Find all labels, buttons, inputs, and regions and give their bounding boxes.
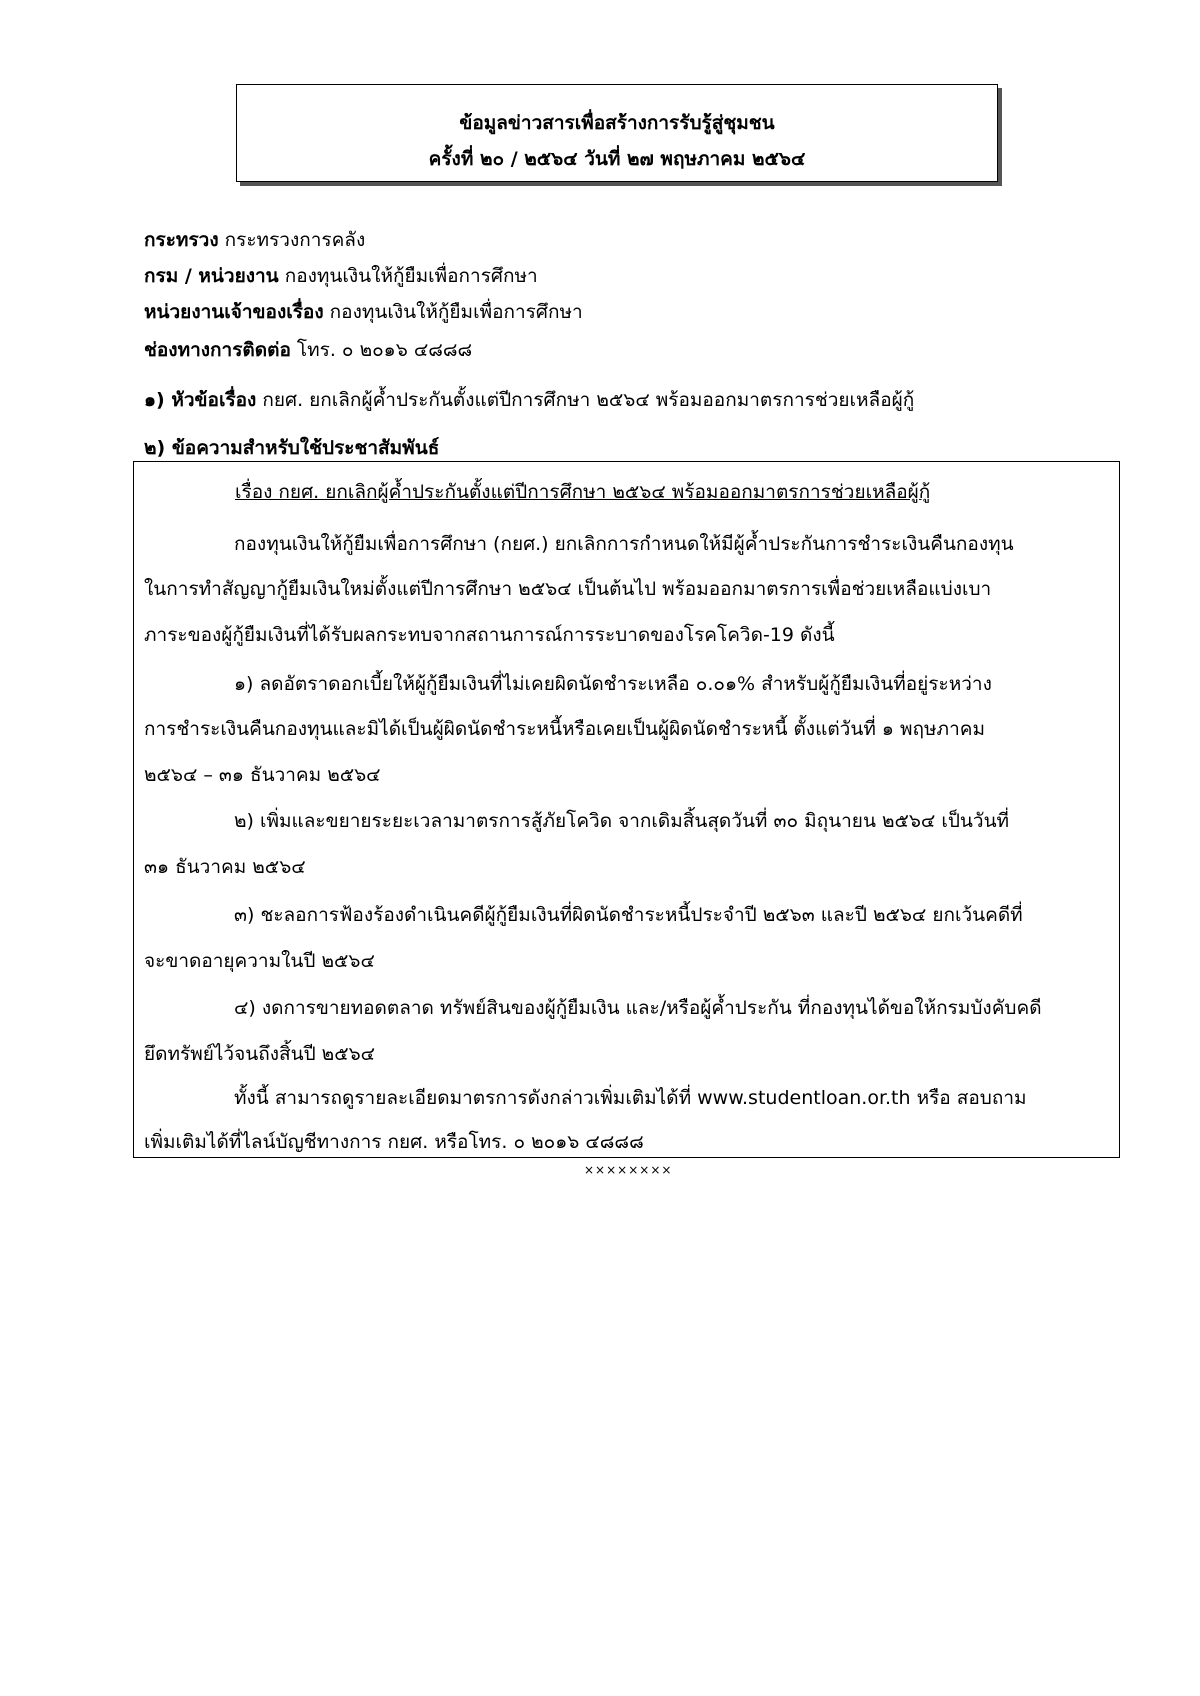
end-mark: ×××××××× bbox=[584, 1163, 673, 1177]
item3-line-1: ๓) ชะลอการฟ้องร้องดำเนินคดีผู้กู้ยืมเงินที่ผิดนัดชำระหนี้ประจำปี ๒๕๖๓ และปี ๒๕๖๔ ยกเว้นคดีที่ bbox=[234, 904, 1023, 926]
item2-line-1: ๒) เพิ่มและขยายระยะเวลามาตรการสู้ภัยโควิด จากเดิมสิ้นสุดวันที่ ๓๐ มิถุนายน ๒๕๖๔ เป็นวันที่ bbox=[234, 810, 1010, 832]
ministry-value: กระทรวงการคลัง bbox=[218, 229, 366, 251]
header-box bbox=[236, 84, 998, 182]
item1-line-2: การชำระเงินคืนกองทุนและมิได้เป็นผู้ผิดนัดชำระหนี้หรือเคยเป็นผู้ผิดนัดชำระหนี้ ตั้งแต่วันที่ ๑ พฤษภาคม bbox=[144, 718, 985, 740]
item4-line-2: ยึดทรัพย์ไว้จนถึงสิ้นปี ๒๕๖๔ bbox=[144, 1043, 376, 1065]
ministry-label: กระทรวง bbox=[144, 229, 219, 251]
owner-label: หน่วยงานเจ้าของเรื่อง bbox=[144, 301, 324, 323]
item1-line-1: ๑) ลดอัตราดอกเบี้ยให้ผู้กู้ยืมเงินที่ไม่เคยผิดนัดชำระเหลือ ๐.๐๑% สำหรับผู้กู้ยืมเงินที่อยู่ระหว่าง bbox=[234, 673, 992, 695]
message-section-title-text: ๒) ข้อความสำหรับใช้ประชาสัมพันธ์ bbox=[144, 437, 440, 459]
department-label: กรม / หน่วยงาน bbox=[144, 265, 279, 287]
topic-label: ๑) หัวข้อเรื่อง bbox=[144, 389, 257, 411]
message-section-title bbox=[144, 436, 439, 460]
ministry-line bbox=[144, 228, 365, 252]
department-value: กองทุนเงินให้กู้ยืมเพื่อการศึกษา bbox=[278, 265, 538, 287]
intro-line-1: กองทุนเงินให้กู้ยืมเพื่อการศึกษา (กยศ.) ยกเลิกการกำหนดให้มีผู้ค้ำประกันการชำระเงินคืนกองทุน bbox=[234, 533, 1014, 555]
header-issue-date: ครั้งที่ ๒๐ / ๒๕๖๔ วันที่ ๒๗ พฤษภาคม ๒๕๖๔ bbox=[428, 148, 806, 170]
closing-line-2: เพิ่มเติมได้ที่ไลน์บัญชีทางการ กยศ. หรือโทร. ๐ ๒๐๑๖ ๔๘๘๘ bbox=[144, 1131, 644, 1153]
item2-line-2: ๓๑ ธันวาคม ๒๕๖๔ bbox=[144, 856, 306, 878]
header-title: ข้อมูลข่าวสารเพื่อสร้างการรับรู้สู่ชุมชน bbox=[459, 112, 775, 134]
item1-line-3: ๒๕๖๔ – ๓๑ ธันวาคม ๒๕๖๔ bbox=[144, 764, 381, 786]
contact-value: โทร. ๐ ๒๐๑๖ ๔๘๘๘ bbox=[290, 339, 473, 361]
message-box bbox=[133, 461, 1120, 1158]
item3-line-2: จะขาดอายุความในปี ๒๕๖๔ bbox=[144, 950, 375, 972]
item4-line-1: ๔) งดการขายทอดตลาด ทรัพย์สินของผู้กู้ยืมเงิน และ/หรือผู้ค้ำประกัน ที่กองทุนได้ขอให้กรมบังคับคดี bbox=[234, 997, 1042, 1019]
department-line bbox=[144, 264, 538, 288]
story-title: เรื่อง กยศ. ยกเลิกผู้ค้ำประกันตั้งแต่ปีการศึกษา ๒๕๖๔ พร้อมออกมาตรการช่วยเหลือผู้กู้ bbox=[235, 481, 931, 503]
contact-label: ช่องทางการติดต่อ bbox=[144, 339, 291, 361]
contact-line bbox=[144, 338, 472, 362]
closing-line-1: ทั้งนี้ สามารถดูรายละเอียดมาตรการดังกล่าวเพิ่มเติมได้ที่ www.studentloan.or.th หรือ สอบถาม bbox=[234, 1087, 1027, 1109]
topic-line bbox=[144, 388, 914, 412]
intro-line-3: ภาระของผู้กู้ยืมเงินที่ได้รับผลกระทบจากสถานการณ์การระบาดของโรคโควิด-19 ดังนี้ bbox=[144, 624, 835, 646]
owner-value: กองทุนเงินให้กู้ยืมเพื่อการศึกษา bbox=[323, 301, 583, 323]
topic-value: กยศ. ยกเลิกผู้ค้ำประกันตั้งแต่ปีการศึกษา ๒๕๖๔ พร้อมออกมาตรการช่วยเหลือผู้กู้ bbox=[256, 389, 915, 411]
owner-line bbox=[144, 300, 583, 324]
intro-line-2: ในการทำสัญญากู้ยืมเงินใหม่ตั้งแต่ปีการศึกษา ๒๕๖๔ เป็นต้นไป พร้อมออกมาตรการเพื่อช่วยเหลือแบ่งเบา bbox=[144, 578, 992, 600]
